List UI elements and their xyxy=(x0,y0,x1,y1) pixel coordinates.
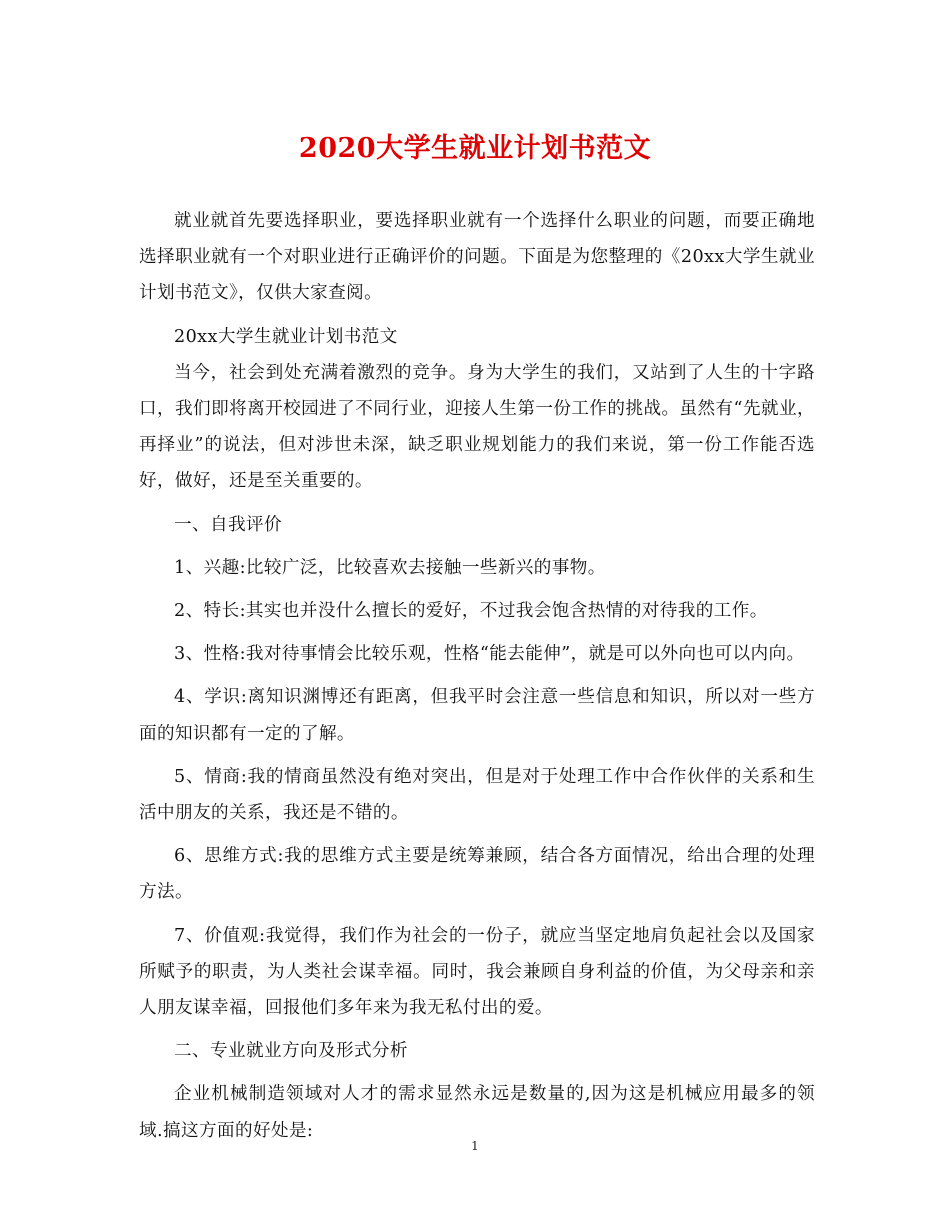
list-item-thinking: 6、思维方式:我的思维方式主要是统筹兼顾，结合各方面情况，给出合理的处理方法。 xyxy=(139,846,815,903)
page-number: 1 xyxy=(471,1139,479,1153)
document-title: 2020大学生就业计划书范文 xyxy=(298,133,652,164)
list-item-personality: 3、性格:我对待事情会比较乐观，性格“能去能伸”，就是可以外向也可以内向。 xyxy=(174,644,805,665)
section-heading-self-evaluation: 一、自我评价 xyxy=(174,514,282,535)
paragraph-subtitle: 20xx大学生就业计划书范文 xyxy=(174,326,398,347)
list-item-eq: 5、情商:我的情商虽然没有绝对突出，但是对于处理工作中合作伙伴的关系和生活中朋友的关系，我还是不错的。 xyxy=(139,766,815,824)
list-item-interest: 1、兴趣:比较广泛，比较喜欢去接触一些新兴的事物。 xyxy=(174,557,606,578)
list-item-values: 7、价值观:我觉得，我们作为社会的一份子，就应当坚定地肩负起社会以及国家所赋予的职责，为人类社会谋幸福。同时，我会兼顾自身利益的价值，为父母亲和亲人朋友谋幸福，回报他们多年来为我无私付出的爱。 xyxy=(139,925,815,1019)
list-item-knowledge: 4、学识:离知识渊博还有距离，但我平时会注意一些信息和知识，所以对一些方面的知识都有一定的了解。 xyxy=(139,687,815,744)
document-body xyxy=(139,203,815,1149)
paragraph-intro: 就业就首先要选择职业，要选择职业就有一个选择什么职业的问题，而要正确地选择职业就有一个对职业进行正确评价的问题。下面是为您整理的《20xx大学生就业计划书范文》，仅供大家查阅。 xyxy=(139,211,815,304)
paragraph-context: 当今，社会到处充满着激烈的竞争。身为大学生的我们，又站到了人生的十字路口，我们即将离开校园进了不同行业，迎接人生第一份工作的挑战。虽然有“先就业，再择业”的说法，但对涉世未深，缺乏职业规划能力的我们来说，第一份工作能否选好，做好，还是至关重要的。 xyxy=(139,362,815,492)
list-item-specialty: 2、特长:其实也并没什么擅长的爱好，不过我会饱含热情的对待我的工作。 xyxy=(174,601,768,622)
section-heading-career-direction: 二、专业就业方向及形式分析 xyxy=(174,1041,408,1062)
paragraph-manufacturing: 企业机械制造领域对人才的需求显然永远是数量的,因为这是机械应用最多的领域.搞这方面的好处是: xyxy=(139,1084,815,1141)
